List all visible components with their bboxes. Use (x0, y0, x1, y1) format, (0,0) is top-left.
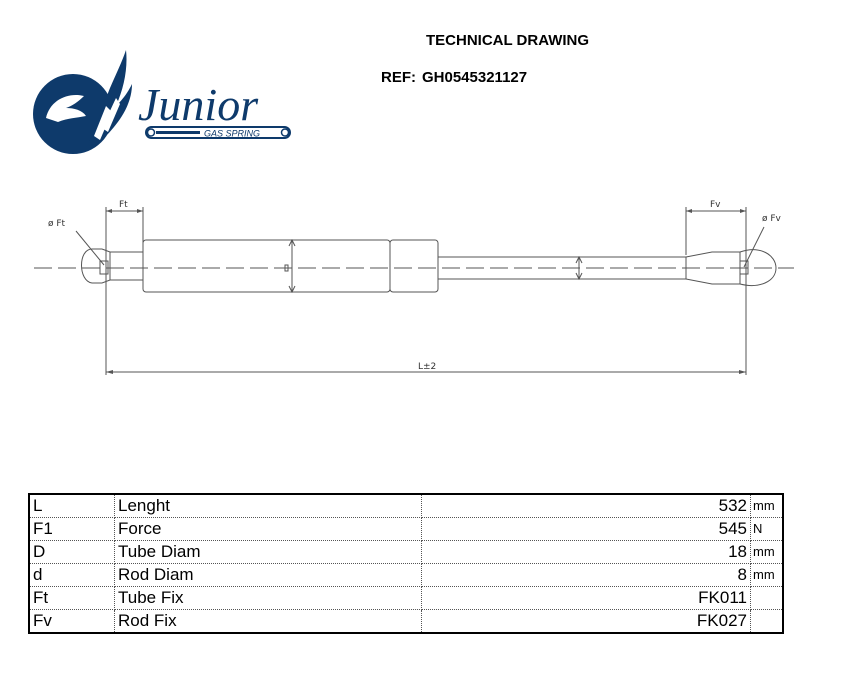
spec-value: 18 (422, 541, 751, 564)
spec-value: FK011 (422, 587, 751, 610)
spec-unit: mm (751, 541, 784, 564)
spec-name: Lenght (115, 494, 422, 518)
spec-value: 532 (422, 494, 751, 518)
spec-name: Rod Diam (115, 564, 422, 587)
spec-row-length (29, 494, 783, 518)
spec-name: Force (115, 518, 422, 541)
spec-unit: N (751, 518, 784, 541)
reference-line (381, 69, 527, 86)
spec-table (28, 493, 784, 634)
spec-value: FK027 (422, 610, 751, 634)
spec-value: 8 (422, 564, 751, 587)
spec-code: F1 (29, 518, 115, 541)
spec-row-rod-fix (29, 610, 783, 634)
rod-fix-diameter-label: ø Fv (762, 214, 781, 224)
brand-wordmark: Junior (138, 79, 259, 130)
spec-code: D (29, 541, 115, 564)
brand-tagline: GAS SPRING (204, 128, 261, 139)
spec-row-force (29, 518, 783, 541)
spec-unit: mm (751, 494, 784, 518)
spec-unit (751, 587, 784, 610)
tube-fix-dimension-label: Ft (119, 200, 128, 210)
spec-unit: mm (751, 564, 784, 587)
spec-row-rod-diam (29, 564, 783, 587)
spec-value: 545 (422, 518, 751, 541)
spec-unit (751, 610, 784, 634)
eagle-wing-icon (33, 50, 132, 154)
tube-fix-diameter-label: ø Ft (48, 219, 66, 229)
junior-logo (28, 48, 303, 163)
spec-code: L (29, 494, 115, 518)
spec-code: Fv (29, 610, 115, 634)
drawing-title: TECHNICAL DRAWING (426, 32, 590, 49)
reference-number: GH0545321127 (422, 69, 528, 86)
tube-seal (390, 240, 438, 292)
spec-code: d (29, 564, 115, 587)
spec-name: Rod Fix (115, 610, 422, 634)
spec-row-tube-fix (29, 587, 783, 610)
spec-name: Tube Diam (115, 541, 422, 564)
length-label: L±2 (418, 362, 437, 372)
spec-name: Tube Fix (115, 587, 422, 610)
spec-row-tube-diam (29, 541, 783, 564)
reference-label: REF: (381, 69, 416, 86)
tube-end-fitting (82, 249, 144, 283)
gas-spring-drawing (0, 185, 841, 385)
rod-fix-dimension-label: Fv (710, 200, 721, 210)
tube-body (143, 240, 390, 292)
spec-code: Ft (29, 587, 115, 610)
